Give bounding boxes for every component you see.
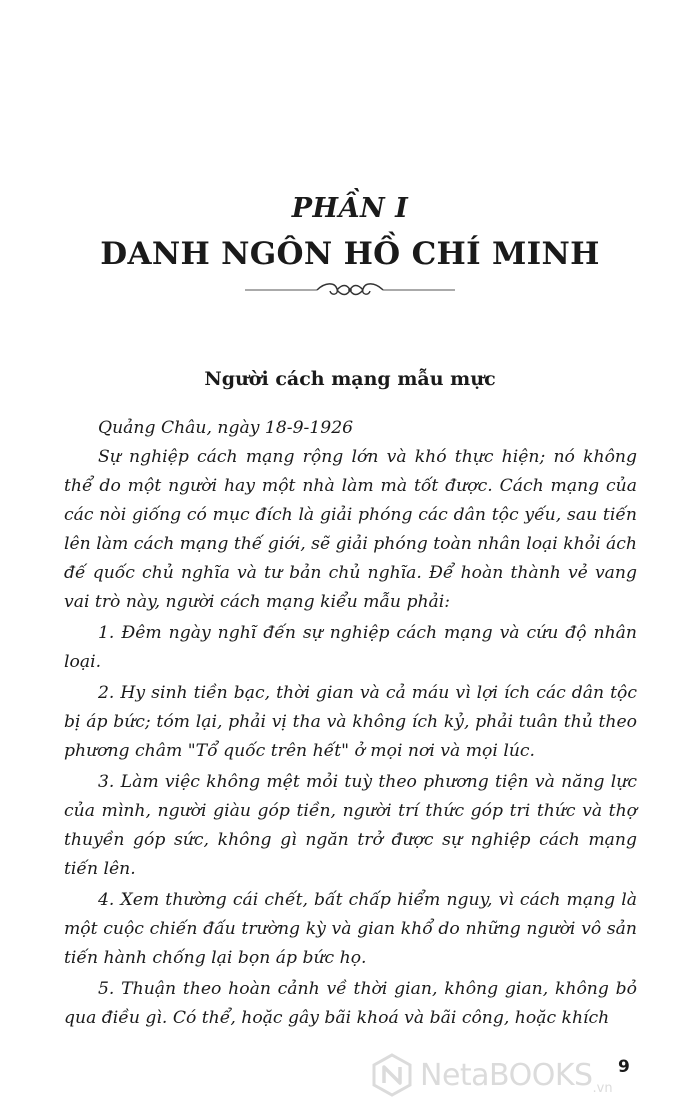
paragraph: 4. Xem thường cái chết, bất chấp hiểm nguy, vì cách mạng là một cuộc chiến đấu trường kỳ và gian khổ do những người vô sản tiến hành chống lại bọn áp bức họ. (64, 890, 637, 968)
netabooks-logo-icon (370, 1053, 414, 1097)
page-number: 9 (618, 1057, 630, 1077)
dateline: Quảng Châu, ngày 18-9-1926 (98, 418, 354, 438)
paragraph: Sự nghiệp cách mạng rộng lớn và khó thực hiện; nó không thể do một người hay một nhà làm mà tốt được. Cách mạng của các nòi giống có mục đích là giải phóng các dân tộc yếu, sau tiến lên làm cách mạng thế giới, sẽ giải phóng toàn nhân loại khỏi ách đế quốc chủ nghĩa và tư bản chủ nghĩa. Để hoàn thành vẻ vang vai trò này, người cách mạng kiểu mẫu phải: (64, 447, 637, 612)
divider-ornament-icon (245, 279, 455, 301)
watermark-suffix: .vn (592, 1081, 613, 1096)
watermark-brand: NetaBOOKS (420, 1057, 593, 1093)
body-text (64, 414, 637, 1035)
part-title: DANH NGÔN HỒ CHÍ MINH (100, 236, 600, 272)
paragraph: 1. Đêm ngày nghĩ đến sự nghiệp cách mạng và cứu độ nhân loại. (64, 623, 637, 672)
paragraph: 5. Thuận theo hoàn cảnh về thời gian, không gian, không bỏ qua điều gì. Có thể, hoặc gây bãi khoá và bãi công, hoặc khích (64, 979, 637, 1028)
section-title: Người cách mạng mẫu mực (204, 368, 496, 390)
part-label: PHẦN I (291, 193, 409, 224)
paragraph: 2. Hy sinh tiền bạc, thời gian và cả máu vì lợi ích các dân tộc bị áp bức; tóm lại, phải vị tha và không ích kỷ, phải tuân thủ theo phương châm "Tổ quốc trên hết" ở mọi nơi và mọi lúc. (64, 683, 637, 761)
watermark (370, 1040, 700, 1110)
paragraph: 3. Làm việc không mệt mỏi tuỳ theo phương tiện và năng lực của mình, người giàu góp tiền, người trí thức góp tri thức và thợ thuyền góp sức, không gì ngăn trở được sự nghiệp cách mạng tiến lên. (64, 772, 637, 879)
